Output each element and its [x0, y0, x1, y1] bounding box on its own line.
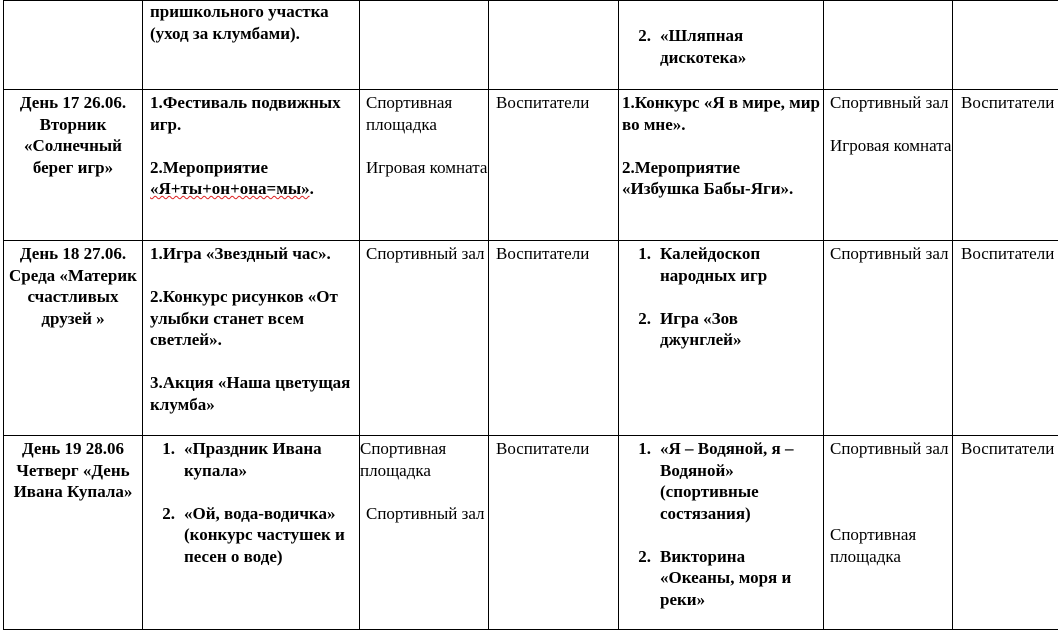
table-row [4, 436, 1058, 630]
place-evening-cell [824, 1, 953, 90]
list-number: 2. [638, 26, 651, 45]
place-text: Спортивный зал [830, 439, 949, 458]
list-item [150, 438, 357, 481]
list-number: 2. [638, 546, 651, 566]
list-number: 1. [162, 439, 175, 458]
place-text: Спортивный зал [366, 244, 485, 263]
events-evening-cell [619, 1, 824, 90]
event-text-part: 2.Мероприятие [150, 157, 269, 177]
place-evening-cell [824, 90, 953, 241]
resp-evening-cell: Воспитатели [953, 90, 1058, 241]
list-item [622, 308, 821, 351]
list-number: 1. [638, 244, 651, 263]
list-number: 1. [638, 439, 651, 458]
event-text: 3.Акция «Наша цветущая клумба» [150, 373, 351, 414]
place-evening-cell [824, 436, 953, 630]
events-evening-cell [619, 90, 824, 241]
event-text: 1.Игра «Звездный час». [150, 244, 331, 263]
resp-morning-cell: Воспитатели [489, 436, 619, 630]
resp-morning-cell: Воспитатели [489, 241, 619, 436]
place-morning-cell [360, 436, 489, 630]
list-number: 2. [638, 308, 651, 328]
list-text: Игра «Зов джунглей» [660, 308, 742, 349]
events-evening-cell [619, 436, 824, 630]
spacer [830, 460, 952, 482]
place-text: Игровая комната [830, 136, 952, 155]
place-morning-cell [360, 241, 489, 436]
list-text: «Я – Водяной, я – Водяной» (спортивные состязания) [660, 439, 794, 523]
place-text: Спортивная площадка [830, 525, 917, 566]
resp-evening-cell: Воспитатели [953, 241, 1058, 436]
place-morning-cell [360, 90, 489, 241]
place-text: Игровая комната [366, 157, 488, 177]
list-item [622, 243, 821, 286]
resp-evening-cell: Воспитатели [953, 436, 1058, 630]
event-text: 2.Мероприятие «Я+ты+он+она=мы». [150, 157, 314, 198]
table-row [4, 1, 1058, 90]
day-cell: День 17 26.06. Вторник «Солнечный берег игр» [4, 90, 143, 241]
events-morning-cell [143, 90, 360, 241]
list-text: «Праздник Ивана купала» [184, 439, 322, 480]
list-text: Калейдоскоп народных игр [660, 244, 768, 285]
list-item [622, 546, 821, 611]
place-morning-cell [360, 1, 489, 90]
day-cell: День 19 28.06 Четверг «День Ивана Купала» [4, 436, 143, 630]
list-item [622, 438, 821, 524]
spacer [830, 503, 952, 525]
event-text: пришкольного участка (уход за клумбами). [150, 2, 329, 43]
list-text: «Шляпная дискотека» [660, 26, 747, 67]
events-morning-cell [143, 241, 360, 436]
place-text: Спортивная площадка [366, 93, 453, 134]
list-text: Викторина «Океаны, моря и реки» [660, 546, 792, 609]
resp-morning-cell: Воспитатели [489, 90, 619, 241]
event-text-part: «Я+ты+он+она=мы» [150, 179, 310, 198]
event-text: 2.Конкурс рисунков «От улыбки станет всем светлей». [150, 287, 338, 349]
place-text: Спортивный зал [830, 244, 949, 263]
resp-evening-cell [953, 1, 1058, 90]
place-evening-cell [824, 241, 953, 436]
resp-morning-cell [489, 1, 619, 90]
list-item [622, 25, 821, 68]
event-text: 1.Фестиваль подвижных игр. [150, 93, 341, 134]
event-text: 1.Конкурс «Я в мире, мир во мне». [622, 93, 820, 134]
events-morning-cell [143, 436, 360, 630]
schedule-table [3, 0, 1058, 630]
table-row [4, 241, 1058, 436]
list-text: «Ой, вода-водичка» (конкурс частушек и песен о воде) [184, 503, 345, 566]
spacer [830, 481, 952, 503]
day-cell: День 18 27.06. Среда «Материк счастливых друзей » [4, 241, 143, 436]
list-number: 2. [162, 503, 175, 523]
place-text: Спортивная площадка [360, 439, 447, 480]
table-row [4, 90, 1058, 241]
events-morning-cell [143, 1, 360, 90]
list-item [150, 503, 357, 568]
place-text: Спортивный зал [830, 93, 949, 112]
events-evening-cell [619, 241, 824, 436]
day-cell [4, 1, 143, 90]
place-text: Спортивный зал [366, 503, 485, 523]
event-text: 2.Мероприятие «Избушка Бабы-Яги». [622, 157, 794, 198]
